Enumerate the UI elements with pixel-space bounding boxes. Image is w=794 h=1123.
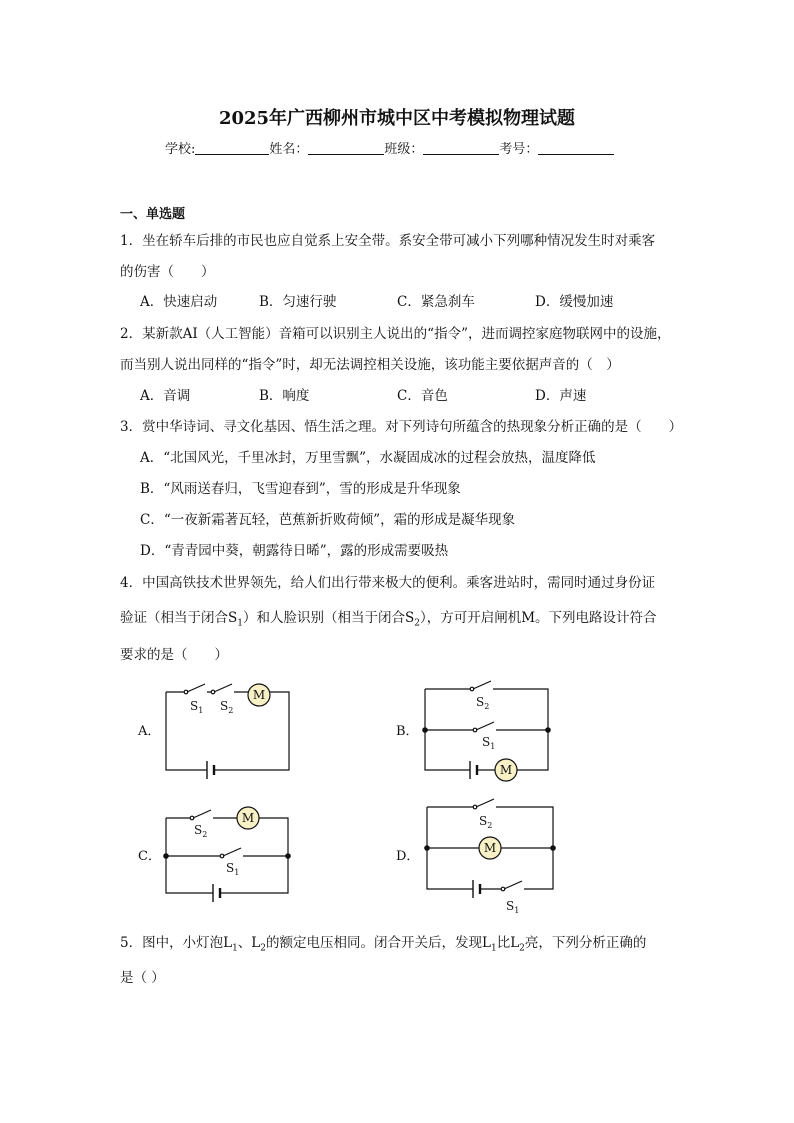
- q1-option-d[interactable]: D．缓慢加速: [535, 294, 614, 310]
- q1-stem-line1: 1．坐在轿车后排的市民也应自觉系上安全带。系安全带可减小下列哪种情况发生时对乘客: [120, 233, 656, 249]
- q5-text-part: 、L: [237, 935, 261, 951]
- motor-label: M: [252, 688, 266, 702]
- subscript: 1: [490, 943, 497, 954]
- switch-label: $S_2$: [479, 814, 493, 830]
- q4-stem-line3: 要求的是（ ）: [120, 647, 228, 663]
- q3-option-d[interactable]: D．“青青园中葵，朝露待日晞”，露的形成需要吸热: [140, 543, 449, 559]
- exam-no-label: 考号：: [499, 142, 539, 157]
- switch-label: $S_2$: [194, 823, 208, 839]
- q4-text-part: 验证（相当于闭合S: [120, 610, 238, 626]
- circuit-label-d[interactable]: D．: [396, 849, 420, 864]
- class-label: 班级：: [384, 142, 424, 157]
- q5-stem-line1: [120, 931, 646, 954]
- subscript: 2: [260, 943, 266, 954]
- q2-option-d[interactable]: D．声速: [535, 388, 587, 404]
- motor-label: M: [483, 841, 497, 855]
- q3-option-c[interactable]: C．“一夜新霜著瓦轻，芭蕉新折败荷倾”，霜的形成是凝华现象: [140, 512, 516, 528]
- q4-text-part: ）和人脸识别（相当于闭合S: [242, 610, 415, 626]
- motor-label: M: [241, 811, 255, 825]
- q3-stem: 3．赏中华诗词、寻文化基因、悟生活之理。对下列诗句所蕴含的热现象分析正确的是（ ）: [120, 419, 683, 435]
- subscript: 1: [237, 618, 243, 629]
- switch-label: $S_1$: [226, 861, 240, 877]
- subscript: 1: [232, 943, 238, 954]
- circuit-label-b[interactable]: B．: [396, 724, 419, 739]
- q5-stem-line2: 是（ ）: [120, 970, 165, 986]
- switch-label: $S_2$: [220, 699, 234, 715]
- q5-text-part: 5．图中，小灯泡L: [120, 935, 233, 951]
- circuit-b[interactable]: [423, 681, 550, 781]
- motor-label: M: [499, 763, 513, 777]
- q1-option-b[interactable]: B．匀速行驶: [259, 294, 337, 310]
- q5-text-part: 的额定电压相同。闭合开关后，发现L: [266, 935, 491, 951]
- q4-stem-line1: 4．中国高铁技术世界领先，给人们出行带来极大的便利。乘客进站时，需同时通过身份证: [120, 575, 656, 591]
- name-label: 姓名：: [269, 142, 309, 157]
- subscript: 2: [519, 943, 525, 954]
- circuit-label-c[interactable]: C．: [138, 849, 161, 864]
- circuit-label-a[interactable]: A．: [138, 724, 161, 739]
- q1-stem-line2: 的伤害（ ）: [120, 264, 215, 280]
- q5-text-part: 亮，下列分析正确的: [524, 935, 647, 951]
- q1-option-c[interactable]: C．紧急刹车: [397, 294, 475, 310]
- switch-label: $S_1$: [482, 735, 496, 751]
- switch-label: $S_2$: [476, 695, 490, 711]
- switch-label: $S_1$: [190, 699, 204, 715]
- q2-option-c[interactable]: C．音色: [397, 388, 448, 404]
- q2-option-a[interactable]: A．音调: [140, 388, 191, 404]
- subscript: 2: [414, 618, 420, 629]
- q5-text-part: 比L: [496, 935, 520, 951]
- q3-option-a[interactable]: A．“北国风光，千里冰封，万里雪飘”，水凝固成冰的过程会放热，温度降低: [140, 450, 596, 466]
- q2-stem-line2: 而当别人说出同样的“指令”时，却无法调控相关设施，该功能主要依据声音的（ ）: [120, 357, 620, 373]
- q2-stem-line1: 2．某新款AI（人工智能）音箱可以识别主人说出的“指令”，进而调控家庭物联网中的设施，: [120, 326, 671, 342]
- q3-option-b[interactable]: B．“风雨送春归，飞雪迎春到”，雪的形成是升华现象: [140, 481, 461, 497]
- q4-text-part: ），方可开启闸机M。下列电路设计符合: [419, 610, 657, 626]
- q2-option-b[interactable]: B．响度: [259, 388, 310, 404]
- page-title: 2025年广西柳州市城中区中考模拟物理试题: [218, 108, 576, 129]
- section-heading: 一、单选题: [120, 207, 186, 222]
- q1-option-a[interactable]: A．快速启动: [140, 294, 218, 310]
- school-label: 学校:: [165, 142, 196, 157]
- circuit-c[interactable]: [164, 807, 290, 902]
- switch-label: $S_1$: [506, 899, 520, 915]
